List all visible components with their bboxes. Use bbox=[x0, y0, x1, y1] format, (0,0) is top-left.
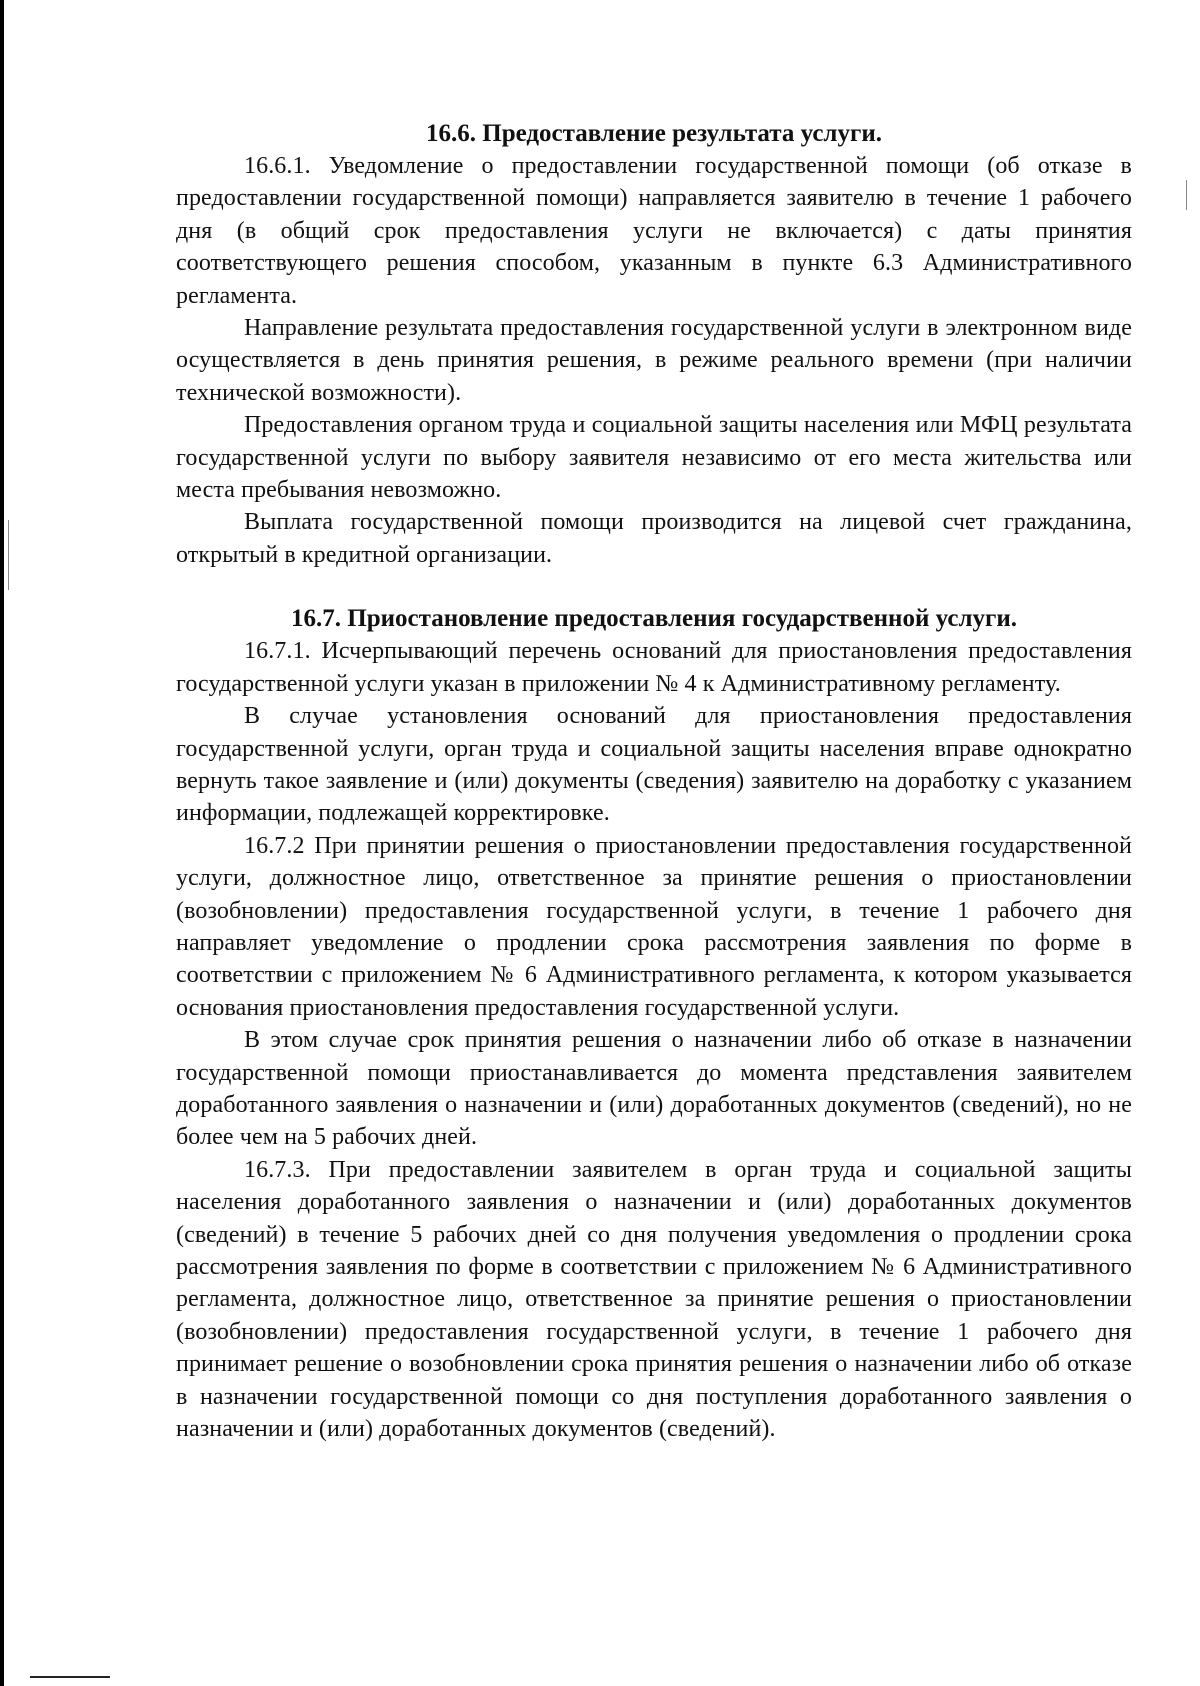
paragraph: В этом случае срок принятия решения о назначении либо об отказе в назначении государственной помощи приостанавливается до момента представления заявителем доработанного заявления о назначении и (или) доработанных документов (сведений), но не более чем на 5 рабочих дней. bbox=[176, 1027, 1132, 1151]
paragraph: 16.6.1. Уведомление о предоставлении государственной помощи (об отказе в предоставлении государственной помощи) направляется заявителю в течение 1 рабочего дня (в общий срок предоставления услуги не включается) с даты принятия соответствующего решения способом, указанным в пункте 6.3 Административного регламента. bbox=[176, 153, 1132, 309]
section-heading: 16.6. Предоставление результата услуги. bbox=[426, 120, 882, 147]
scan-bottom-line bbox=[30, 1676, 110, 1678]
section-heading: 16.7. Приостановление предоставления государственной услуги. bbox=[291, 605, 1017, 633]
paragraph: 16.7.2 При принятии решения о приостановлении предоставления государственной услуги, должностное лицо, ответственное за принятие решения о приостановлении (возобновлении) предоставления государственной услуги, в течение 1 рабочего дня направляет уведомление о продлении срока рассмотрения заявления по форме в соответствии с приложением № 6 Административного регламента, к котором указывается основания приостановления предоставления государственной услуги. bbox=[176, 832, 1132, 1021]
paragraph: Направление результата предоставления государственной услуги в электронном виде осуществляется в день принятия решения, в режиме реального времени (при наличии технической возможности). bbox=[176, 315, 1132, 406]
section-16-6 bbox=[176, 118, 1132, 571]
document-page bbox=[176, 118, 1132, 1445]
section-16-7 bbox=[176, 603, 1132, 1445]
paragraph: В случае установления оснований для приостановления предоставления государственной услуги, орган труда и социальной защиты населения вправе однократно вернуть такое заявление и (или) документы (сведения) заявителю на доработку с указанием информации, подлежащей корректировке. bbox=[176, 703, 1132, 827]
scan-mark-left bbox=[8, 520, 9, 590]
paragraph: Выплата государственной помощи производится на лицевой счет гражданина, открытый в кредитной организации. bbox=[176, 509, 1132, 568]
scan-left-edge bbox=[0, 0, 4, 1686]
paragraph: 16.7.1. Исчерпывающий перечень оснований для приостановления предоставления государственной услуги указан в приложении № 4 к Административному регламенту. bbox=[176, 638, 1132, 697]
paragraph: Предоставления органом труда и социальной защиты населения или МФЦ результата государственной услуги по выбору заявителя независимо от его места жительства или места пребывания невозможно. bbox=[176, 412, 1132, 504]
paragraph: 16.7.3. При предоставлении заявителем в орган труда и социальной защиты населения доработанного заявления о назначении и (или) доработанных документов (сведений) в течение 5 рабочих дней со дня получения уведомления о продлении срока рассмотрения заявления по форме в соответствии с приложением № 6 Административного регламента, должностное лицо, ответственное за принятие решения о приостановлении (возобновлении) предоставления государственной услуги, в течение 1 рабочего дня принимает решение о возобновлении срока принятия решения о назначении либо об отказе в назначении государственной помощи со дня поступления доработанного заявления о назначении и (или) доработанных документов (сведений). bbox=[176, 1156, 1132, 1443]
scan-mark-right bbox=[1186, 180, 1187, 210]
